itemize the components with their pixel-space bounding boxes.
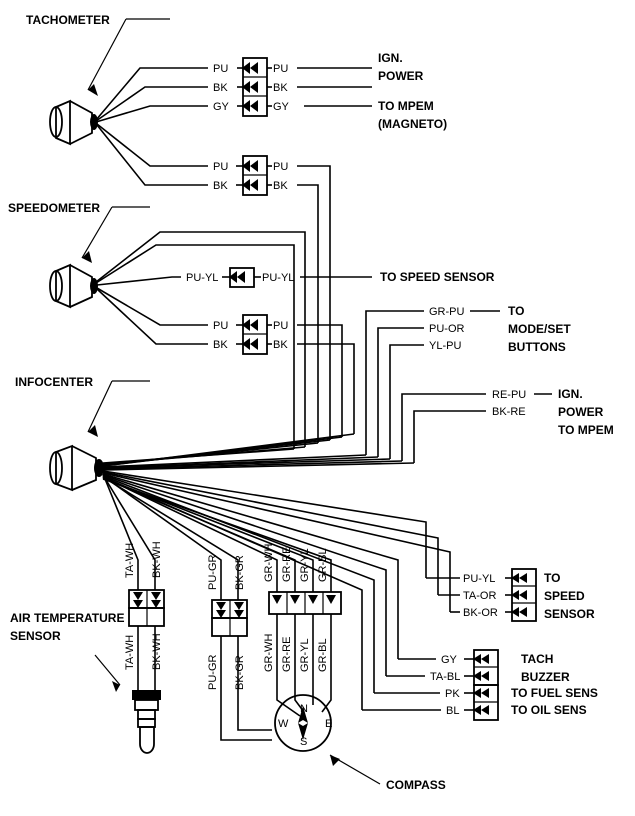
speed-sensor-dest-line2: SPEED xyxy=(544,589,585,603)
compass-label-gr-yl-bottom: GR-YL xyxy=(299,638,311,672)
tach-label-bk-right: BK xyxy=(273,82,288,94)
mode-set-label-yl-pu: YL-PU xyxy=(429,340,462,352)
tachometer-leader-2 xyxy=(88,19,126,90)
ign-power-dest-line2: POWER xyxy=(558,405,604,419)
single-label-bl: BL xyxy=(446,705,460,717)
speedo-sensor-connector-group xyxy=(97,268,495,287)
tach-power-label-pu-right: PU xyxy=(273,161,289,173)
speed-sensor-label-bk-or: BK-OR xyxy=(463,607,498,619)
single-label-pk: PK xyxy=(445,688,460,700)
tach-wire-pu xyxy=(96,68,208,120)
tach-dest-ign: IGN. xyxy=(378,51,403,65)
mode-set-label-pu-or: PU-OR xyxy=(429,323,465,335)
tach-power-label-bk-right: BK xyxy=(273,180,288,192)
ign-power-dest-line1: IGN. xyxy=(558,387,583,401)
component-speedometer xyxy=(8,201,150,307)
tachometer-connector xyxy=(70,101,92,144)
air-temp-wire-label-bk-wh-bottom: BK-WH xyxy=(151,633,163,670)
speed-sensor-label-pu-yl: PU-YL xyxy=(463,573,496,585)
single-dest-oil: TO OIL SENS xyxy=(511,703,587,717)
speed-sensor-connector-arrows xyxy=(511,573,527,617)
air-temp-sensor-thread-2 xyxy=(138,719,155,727)
tach-label-pu-left: PU xyxy=(213,63,229,75)
tach-power-run-bk xyxy=(297,185,318,443)
air-temp-sensor-thread-1 xyxy=(138,710,155,719)
speedo-sensor-connector-arrows xyxy=(229,271,245,283)
infocenter-connector xyxy=(72,446,96,490)
compass-arrowhead xyxy=(330,755,340,766)
speedometer-arrowhead xyxy=(82,251,92,263)
speedo-power-connector-group xyxy=(97,288,354,437)
air-temp-label-line1: AIR TEMPERATURE xyxy=(10,611,125,625)
air-temp-wire-label-bk-wh-top: BK-WH xyxy=(151,541,163,578)
air-temp-sensor-tip xyxy=(140,727,154,753)
mode-set-group xyxy=(366,304,571,459)
tach-label-bk-left: BK xyxy=(213,82,228,94)
speedo-sensor-label-left: PU-YL xyxy=(186,272,219,284)
compass-label-pu-gr-top: PU-GR xyxy=(207,554,219,590)
mode-set-wire-gr-pu xyxy=(366,311,424,455)
tach-label-pu-right: PU xyxy=(273,63,289,75)
speed-sensor-label-ta-or: TA-OR xyxy=(463,590,497,602)
air-temp-wire-label-ta-wh-top: TA-WH xyxy=(124,542,136,578)
compass-label-gr-re-bottom: GR-RE xyxy=(281,636,293,672)
compass-label-gr-bl-top: GR-BL xyxy=(317,548,329,582)
infocenter-label: INFOCENTER xyxy=(15,375,93,389)
mode-set-wire-yl-pu xyxy=(390,345,424,459)
compass-label: COMPASS xyxy=(386,778,446,792)
single-label-gy: GY xyxy=(441,654,457,666)
air-temp-leader xyxy=(95,655,120,685)
speedo-power-label-pu-right: PU xyxy=(273,320,289,332)
speedo-power-label-bk-left: BK xyxy=(213,339,228,351)
single-dest-buzzer: BUZZER xyxy=(521,670,570,684)
compass-label-gr-bl-bottom: GR-BL xyxy=(317,638,329,672)
tach-label-gy-left: GY xyxy=(213,101,229,113)
mode-set-dest-line3: BUTTONS xyxy=(508,340,566,354)
speedo-power-run-pu xyxy=(297,325,342,437)
tach-power-wire-bk xyxy=(97,125,208,185)
compass-label-gr-wh-top: GR-WH xyxy=(263,543,275,582)
air-temp-wire-label-ta-wh-bottom: TA-WH xyxy=(124,634,136,670)
compass-point-south: S xyxy=(300,736,308,748)
tach-power-label-bk-left: BK xyxy=(213,180,228,192)
single-label-ta-bl: TA-BL xyxy=(430,671,461,683)
air-temp-sensor-cap xyxy=(132,690,161,700)
speedo-sensor-label-right: PU-YL xyxy=(262,272,295,284)
tach-connector-arrows xyxy=(242,62,258,112)
tachometer-arrowhead xyxy=(88,84,98,96)
speed-sensor-dest-line3: SENSOR xyxy=(544,607,595,621)
tach-dest-power: POWER xyxy=(378,69,424,83)
compass-label-gr-yl-top: GR-YL xyxy=(299,548,311,582)
compass-group xyxy=(207,543,446,792)
tach-dest-magneto: (MAGNETO) xyxy=(378,117,448,131)
tach-dest-mpem: TO MPEM xyxy=(378,99,434,113)
compass-label-bk-gr-top: BK-GR xyxy=(234,555,246,590)
ign-power-wire-bk-re xyxy=(414,411,486,463)
compass-point-north: N xyxy=(300,703,308,715)
speedo-power-label-bk-right: BK xyxy=(273,339,288,351)
tachometer-label: TACHOMETER xyxy=(26,13,110,27)
speedometer-label: SPEEDOMETER xyxy=(8,201,101,215)
compass-label-bk-gr-bottom: BK-GR xyxy=(234,655,246,690)
ign-power-label-bk-re: BK-RE xyxy=(492,406,526,418)
tach-power-label-pu-left: PU xyxy=(213,161,229,173)
component-infocenter xyxy=(15,375,150,490)
air-temp-label-line2: SENSOR xyxy=(10,629,61,643)
speedo-power-wire-pu xyxy=(97,288,208,325)
compass-right-arrows xyxy=(272,595,336,604)
air-temperature-sensor-group xyxy=(10,541,164,753)
compass-label-pu-gr-bottom: PU-GR xyxy=(207,654,219,690)
air-temp-sensor-hex xyxy=(135,700,158,710)
mode-set-dest-line2: MODE/SET xyxy=(508,322,571,336)
single-dest-tach: TACH xyxy=(521,652,554,666)
tach-label-gy-right: GY xyxy=(273,101,289,113)
speedo-power-label-pu-left: PU xyxy=(213,320,229,332)
infocenter-arrowhead xyxy=(88,425,98,437)
speedo-sensor-wire xyxy=(97,277,181,285)
speedometer-connector xyxy=(70,265,92,307)
ign-power-group xyxy=(402,387,614,463)
mode-set-label-gr-pu: GR-PU xyxy=(429,306,465,318)
compass-point-east: E xyxy=(325,718,333,730)
mode-set-dest-line1: TO xyxy=(508,304,525,318)
tach-connector-group xyxy=(96,51,447,131)
compass-point-west: W xyxy=(278,718,289,730)
speedo-sensor-destination: TO SPEED SENSOR xyxy=(380,270,495,284)
single-wire-group xyxy=(362,650,598,720)
compass-label-gr-re-top: GR-RE xyxy=(281,546,293,582)
ign-power-dest-line3: TO MPEM xyxy=(558,423,614,437)
tach-wire-bk xyxy=(96,87,208,121)
single-dest-fuel: TO FUEL SENS xyxy=(511,686,598,700)
ign-power-label-re-pu: RE-PU xyxy=(492,389,527,401)
speed-sensor-group xyxy=(426,569,595,621)
speed-sensor-dest-line1: TO xyxy=(544,571,561,585)
tach-power-run-pu xyxy=(297,166,330,440)
compass-label-gr-wh-bottom: GR-WH xyxy=(263,633,275,672)
mode-set-wire-pu-or xyxy=(378,328,424,457)
